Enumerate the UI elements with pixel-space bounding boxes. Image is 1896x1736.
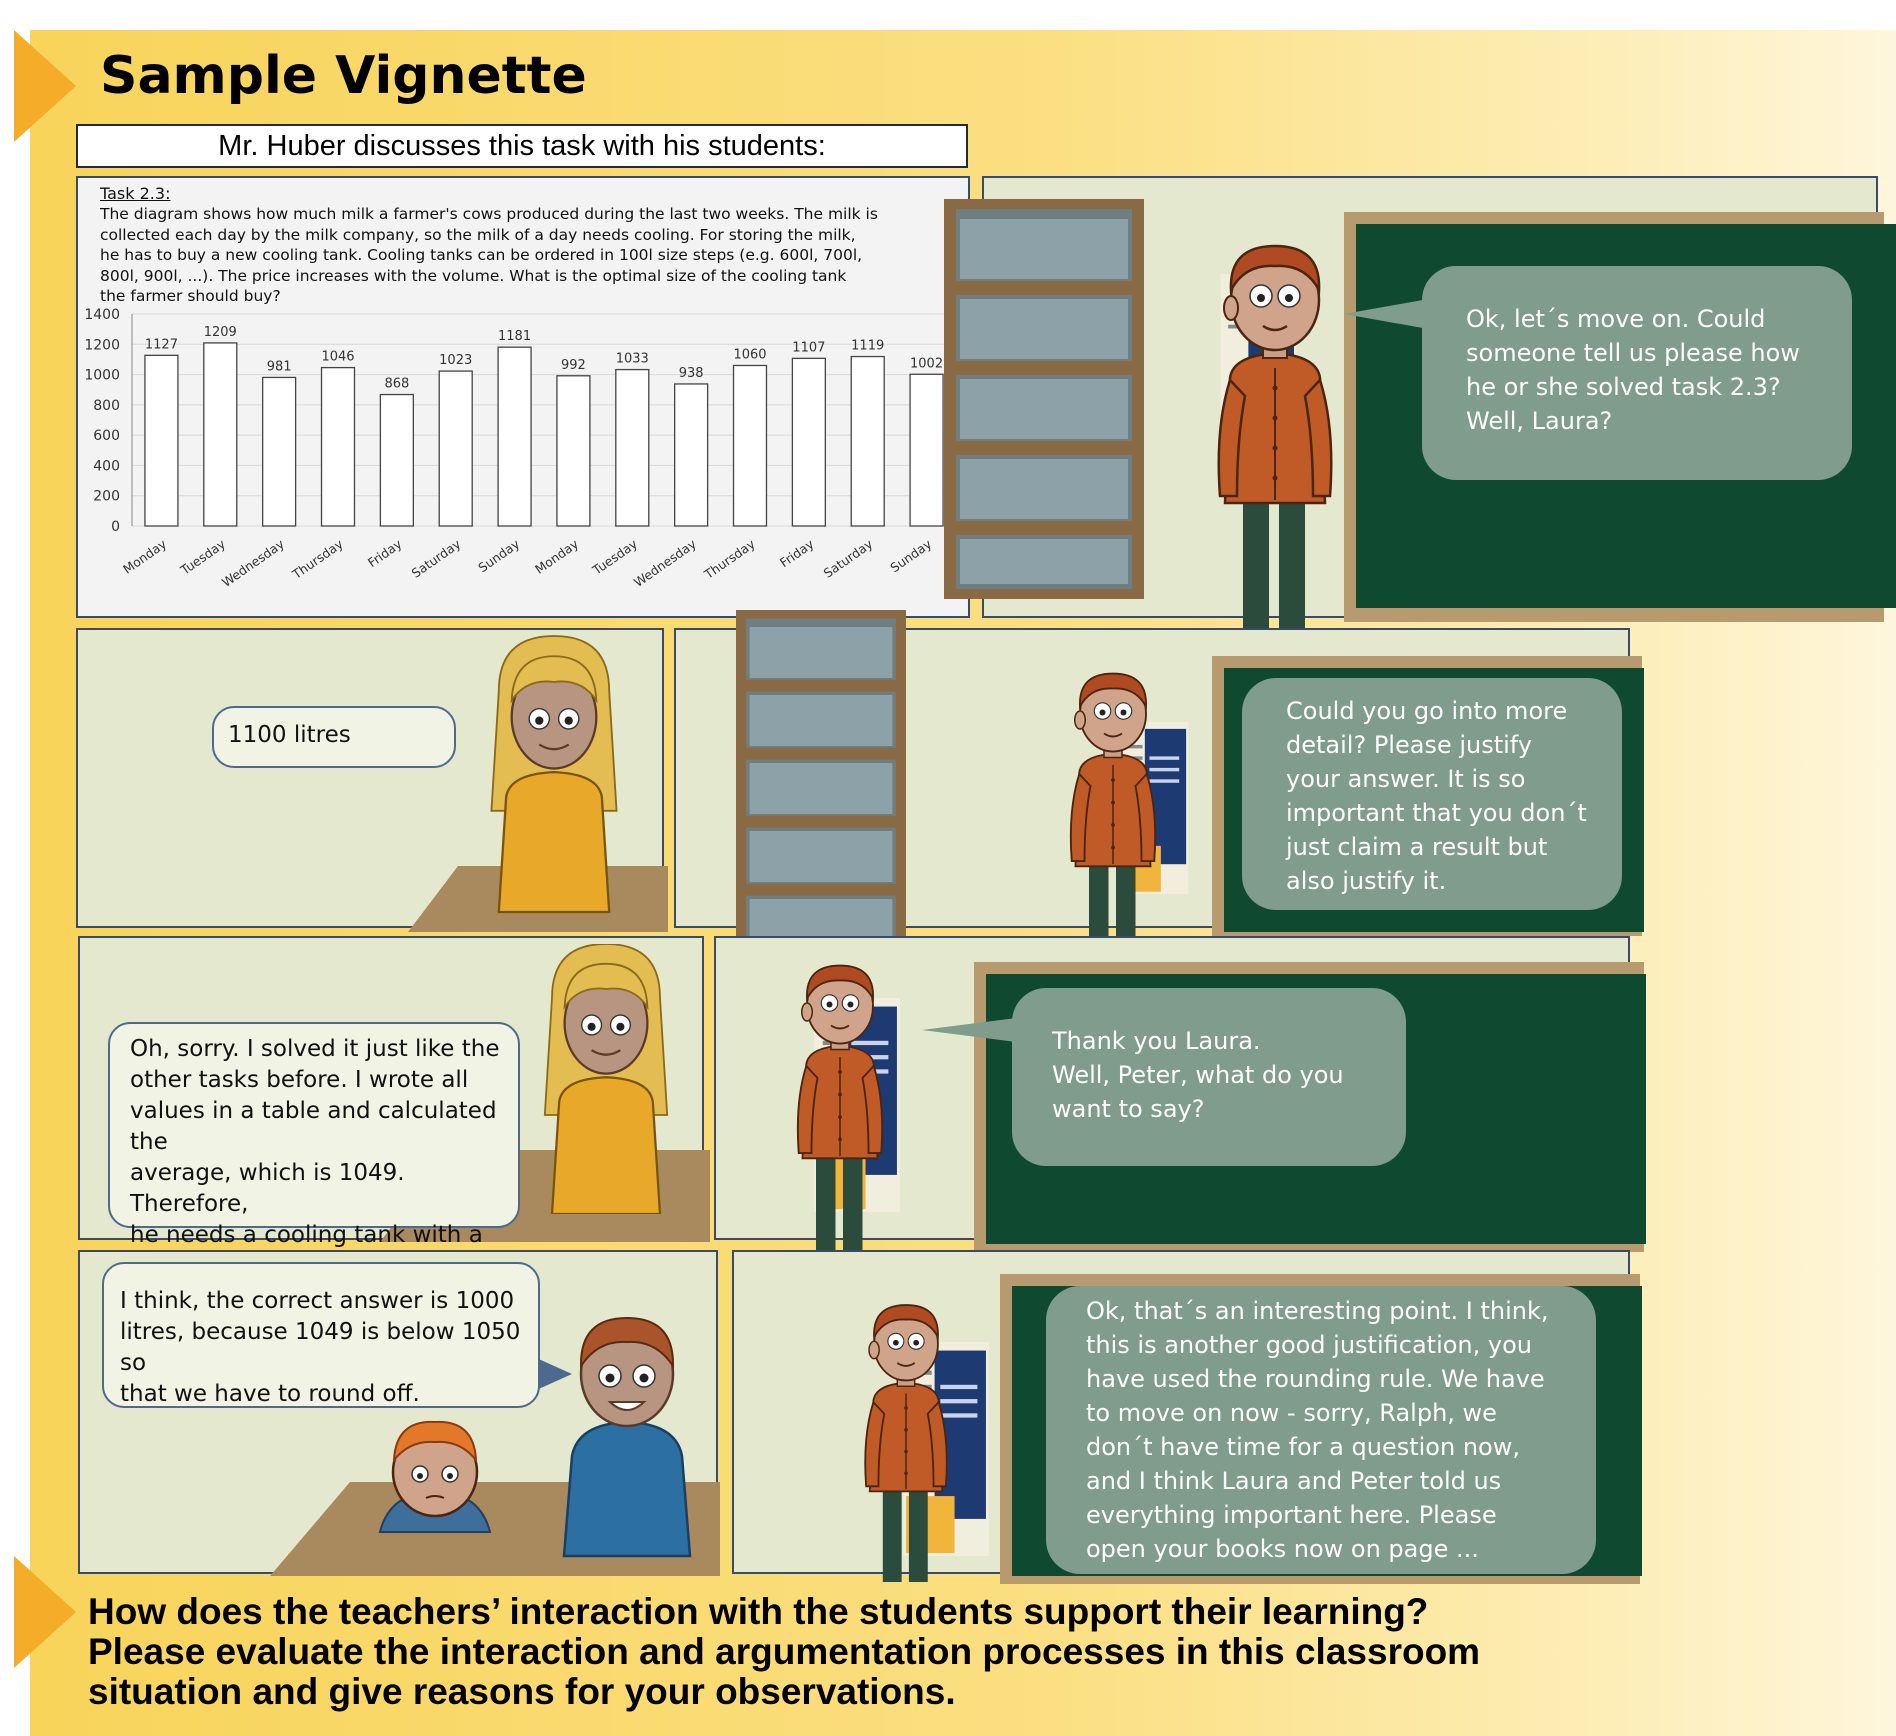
question-line: Please evaluate the interaction and argumentation processes in this classroom [88,1631,1481,1672]
data-label: 1060 [733,347,767,363]
bar [557,376,590,526]
x-tick-label: Saturday [820,536,876,581]
teacher-illustration [818,1292,994,1582]
data-label: 1107 [792,340,826,356]
speech-line: also justify it. [1286,867,1447,895]
speech-line: someone tell us please how [1466,339,1800,367]
panel-laura-1 [76,628,664,928]
task-line: 800l, 900l, ...). The price increases with the volume. What is the optimal size of the cooling tank [100,266,847,285]
x-tick-label: Thursday [289,536,346,582]
task-line: The diagram shows how much milk a farmer's cows produced during the last two weeks. The milk is [100,205,878,223]
peter-speech-bubble [102,1262,540,1408]
speech-line: to move on now - sorry, Ralph, we [1086,1399,1497,1427]
teacher-speech-bubble [1046,1286,1596,1574]
speech-line: Oh, sorry. I solved it just like the [130,1036,500,1062]
speech-line: he or she solved task 2.3? [1466,373,1781,401]
question-line: How does the teachers’ interaction with the students support their learning? [88,1591,1429,1632]
teacher-illustration [756,952,924,1252]
bar [910,374,943,526]
bubble-tail [1344,298,1434,330]
panel-teacher-3 [714,936,1630,1240]
speech-line: he needs a cooling tank with a [130,1222,483,1248]
laura-speech-bubble [212,706,456,768]
x-tick-label: Monday [120,536,170,577]
data-label: 1209 [203,324,237,340]
task-header: Mr. Huber discusses this task with his students: [76,124,968,168]
bookshelf-illustration [676,630,966,930]
panel-teacher-2 [674,628,1630,928]
bar [616,370,649,526]
speech-line: 1100 litres [228,722,351,748]
milk-bar-chart [78,304,968,618]
speech-line: litres, because 1049 is below 1050 so [120,1319,521,1376]
top-arrow-icon [14,30,76,142]
bar [322,368,355,526]
laura-illustration [514,944,698,1214]
speech-line: other tasks before. I wrote all [130,1067,469,1093]
bar [439,371,472,526]
task-line: collected each day by the milk company, so the milk of a day needs cooling. For storing the milk, [100,225,856,244]
laura-speech-bubble [108,1022,520,1248]
x-tick-label: Monday [532,536,582,577]
teacher-illustration [1160,228,1390,628]
teacher-speech-bubble [1242,678,1622,910]
panel-teacher-1 [982,176,1878,618]
bar [792,358,825,526]
speech-line: everything important here. Please [1086,1501,1497,1529]
speech-line: values in a table and calculated the [130,1098,497,1155]
laura-illustration [462,634,646,914]
task-line: he has to buy a new cooling tank. Cooling tanks can be ordered in 100l size steps (e.g. 600l, 700l, [100,246,863,264]
teacher-speech-bubble [1422,266,1852,480]
teacher-speech-bubble [1012,988,1406,1166]
speech-line: want to say? [1052,1095,1205,1123]
speech-line: have used the rounding rule. We have [1086,1365,1545,1393]
bar [263,377,296,526]
speech-line: don´t have time for a question now, [1086,1433,1520,1461]
speech-line: that we have to round off. [120,1381,420,1407]
bar [498,347,531,526]
y-tick-label: 0 [111,519,120,535]
x-tick-label: Saturday [408,536,464,581]
speech-line: Thank you Laura. [1052,1027,1261,1055]
page-title: Sample Vignette [100,46,587,106]
task-text [100,204,950,307]
bookshelf-illustration [984,178,1124,620]
speech-line: Ok, that´s an interesting point. I think, [1086,1297,1549,1325]
bar [380,395,413,526]
data-label: 1127 [144,337,178,353]
x-tick-label: Sunday [887,536,935,576]
x-tick-label: Friday [776,536,817,571]
speech-line: average, which is 1049. Therefore, [130,1160,405,1217]
ralph-illustration [370,1412,500,1542]
data-label: 938 [678,365,704,381]
bar [145,355,178,526]
speech-line: important that you don´t [1286,799,1587,827]
x-tick-label: Wednesday [218,536,287,590]
x-tick-label: Thursday [701,536,758,582]
y-tick-label: 1400 [84,307,120,323]
panel-teacher-4 [732,1250,1630,1574]
y-tick-label: 600 [93,428,120,445]
speech-line: Could you go into more [1286,697,1568,725]
speech-line: and I think Laura and Peter told us [1086,1467,1502,1495]
speech-line: I think, the correct answer is 1000 [120,1288,515,1314]
panel-laura-2 [78,936,704,1248]
task-panel [76,176,970,618]
speech-line: this is another good justification, you [1086,1331,1532,1359]
data-label: 1181 [498,329,532,345]
x-tick-label: Wednesday [630,536,699,590]
data-label: 992 [561,357,586,373]
speech-line: just claim a result but [1286,833,1548,861]
y-tick-label: 1000 [84,367,120,384]
x-tick-label: Tuesday [177,536,229,578]
data-label: 868 [384,376,410,392]
y-tick-label: 400 [93,458,120,475]
bar [204,343,237,526]
panel-peter [78,1250,718,1574]
bar [851,357,884,526]
y-tick-label: 200 [93,488,120,505]
bar [734,365,767,526]
task-label: Task 2.3: [100,184,171,203]
speech-line: Ok, let´s move on. Could [1466,305,1766,333]
data-label: 1119 [851,338,885,354]
teacher-illustration [1028,660,1198,960]
data-label: 1046 [321,349,355,365]
data-label: 981 [266,359,292,375]
speech-line: detail? Please justify [1286,731,1533,759]
question-line: situation and give reasons for your observations. [88,1671,956,1712]
speech-line: open your books now on page ... [1086,1535,1479,1563]
task-line: the farmer should buy? [100,287,281,305]
data-label: 1033 [615,351,649,367]
reflection-question [88,1592,1808,1712]
x-tick-label: Tuesday [589,536,641,578]
data-label: 1023 [439,353,473,369]
y-tick-label: 800 [93,397,120,414]
speech-line: your answer. It is so [1286,765,1526,793]
bottom-arrow-icon [14,1556,76,1668]
x-tick-label: Sunday [475,536,523,576]
bar [675,384,708,526]
x-tick-label: Friday [364,536,405,571]
data-label: 1002 [910,356,944,372]
speech-line: Well, Laura? [1466,407,1613,435]
peter-illustration [552,1306,702,1556]
speech-line: Well, Peter, what do you [1052,1061,1344,1089]
y-tick-label: 1200 [84,337,120,354]
